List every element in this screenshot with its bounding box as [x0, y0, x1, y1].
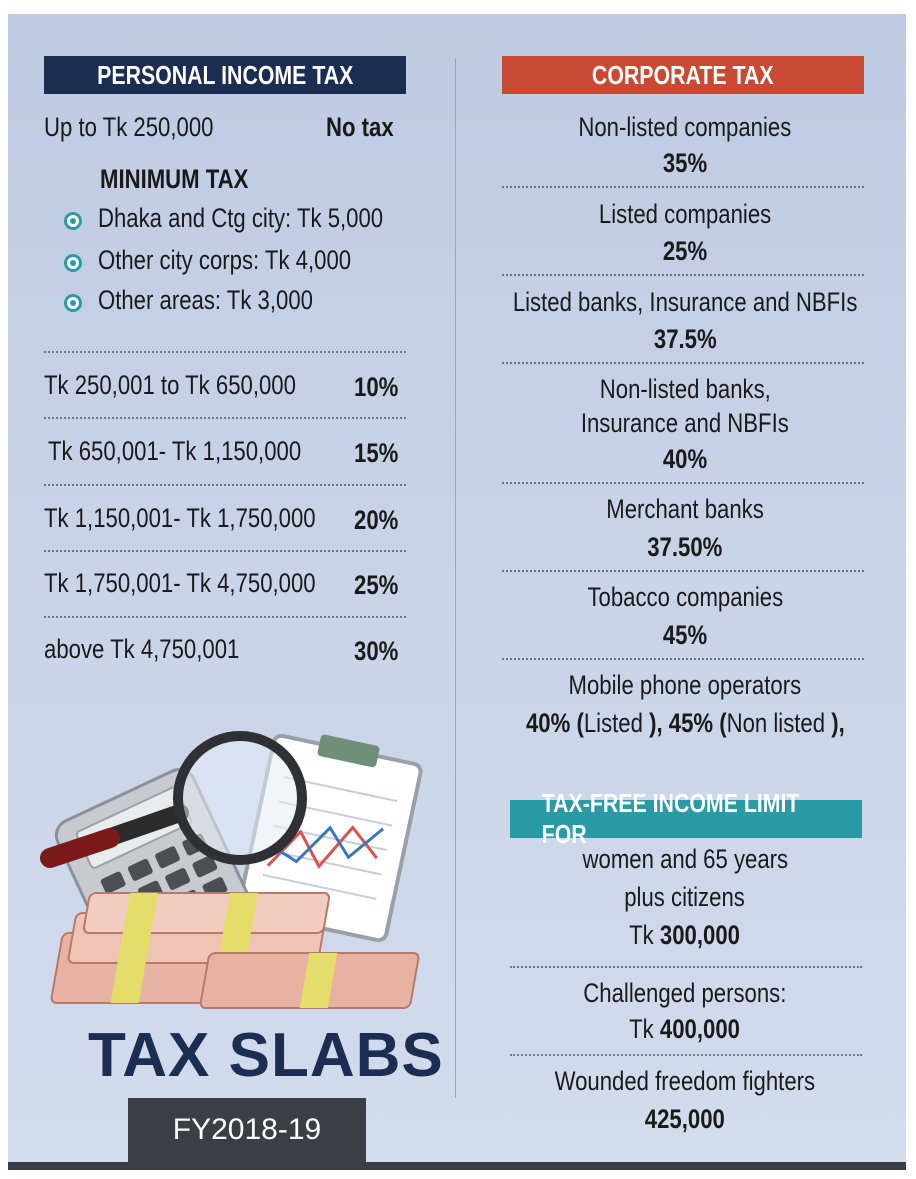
slab-range: Tk 1,750,001- Tk 4,750,000 [44, 568, 316, 598]
corporate-item-label: Insurance and NBFIs [580, 408, 789, 438]
corporate-item-label: Tobacco companies [587, 582, 783, 612]
no-tax-label: No tax [326, 112, 394, 142]
minimum-item: Other city corps: Tk 4,000 [98, 245, 352, 275]
tax-free-amount: Tk 300,000 [629, 920, 741, 950]
slab-rate: 10% [354, 372, 399, 402]
bullet-icon [64, 294, 82, 312]
corporate-item-rate: 25% [662, 236, 708, 266]
divider [44, 417, 406, 419]
divider [502, 570, 864, 572]
personal-income-tax-header: PERSONAL INCOME TAX [44, 56, 406, 94]
tax-free-label: Wounded freedom fighters [554, 1066, 816, 1096]
tax-free-label: women and 65 years [582, 844, 788, 874]
divider [44, 484, 406, 486]
tax-slabs-title: TAX SLABS [88, 1021, 444, 1090]
corporate-item-rate: 45% [662, 620, 708, 650]
corporate-tax-header: CORPORATE TAX [502, 56, 864, 94]
tax-illustration [40, 728, 440, 1014]
corporate-item-label: Merchant banks [606, 494, 764, 524]
divider [502, 658, 864, 660]
minimum-tax-title: MINIMUM TAX [100, 164, 249, 194]
corporate-item-label: Non-listed banks, [599, 374, 771, 404]
divider [44, 550, 406, 552]
minimum-item: Dhaka and Ctg city: Tk 5,000 [98, 203, 384, 233]
divider [502, 362, 864, 364]
slab-rate: 20% [354, 505, 399, 535]
bullet-icon [64, 254, 82, 272]
divider [44, 351, 406, 353]
divider [510, 1054, 862, 1056]
tax-free-label: Challenged persons: [583, 978, 787, 1008]
divider [44, 616, 406, 618]
bottom-rule [8, 1162, 906, 1170]
slab-range: Tk 1,150,001- Tk 1,750,000 [44, 503, 316, 533]
fiscal-year-badge: FY2018-19 [128, 1098, 366, 1162]
divider [510, 966, 862, 968]
slab-rate: 25% [354, 570, 399, 600]
mobile-operator-rates: 40% (Listed ), 45% (Non listed ), [525, 708, 845, 738]
corporate-item-rate: 35% [662, 148, 708, 178]
tax-free-header: TAX-FREE INCOME LIMIT FOR [510, 800, 862, 838]
minimum-item: Other areas: Tk 3,000 [98, 285, 313, 315]
slab-rate: 30% [354, 636, 399, 666]
slab-range: Tk 250,001 to Tk 650,000 [44, 370, 296, 400]
slab-range: above Tk 4,750,001 [44, 634, 240, 664]
corporate-item-rate: 37.50% [647, 532, 723, 562]
slab-range: Tk 650,001- Tk 1,150,000 [48, 436, 302, 466]
corporate-item-label: Listed companies [598, 199, 772, 229]
divider [502, 274, 864, 276]
divider [502, 186, 864, 188]
corporate-item-label: Non-listed companies [578, 112, 792, 142]
bullet-icon [64, 212, 82, 230]
up-to-label: Up to Tk 250,000 [44, 112, 214, 142]
corporate-item-rate: 40% [662, 444, 708, 474]
divider [502, 482, 864, 484]
slab-rate: 15% [354, 438, 399, 468]
corporate-item-label: Mobile phone operators [568, 670, 802, 700]
tax-free-amount: Tk 400,000 [629, 1014, 741, 1044]
tax-free-amount: 425,000 [644, 1104, 726, 1134]
corporate-item-rate: 37.5% [653, 324, 717, 354]
tax-free-label: plus citizens [624, 882, 746, 912]
corporate-item-label: Listed banks, Insurance and NBFIs [512, 287, 858, 317]
column-divider [455, 58, 456, 1098]
